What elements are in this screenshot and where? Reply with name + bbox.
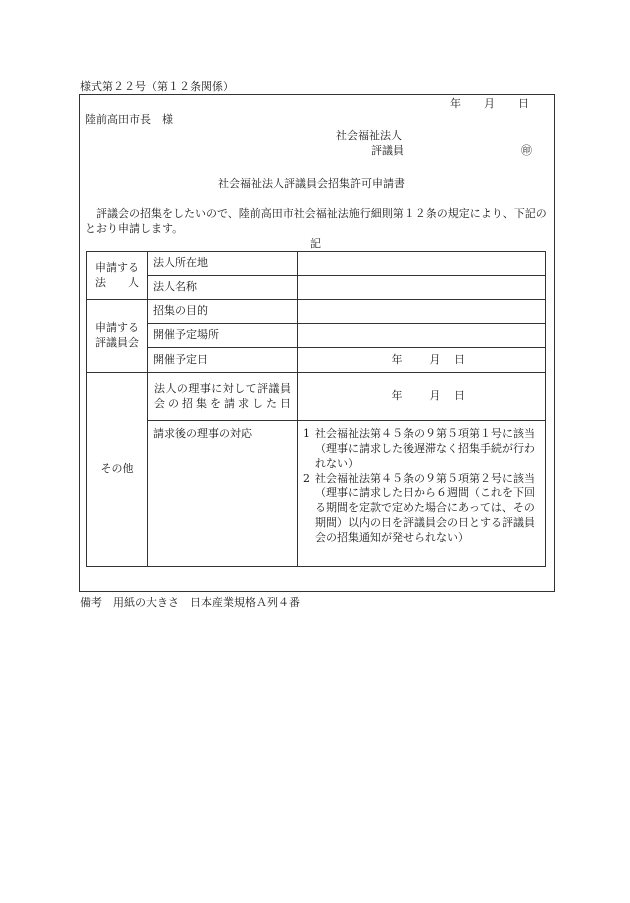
applicant-member-label: 評議員 [371,144,404,157]
table-row [87,252,546,276]
table-row [87,324,546,348]
label-venue: 開催予定場所 [148,324,298,348]
ki-heading: 記 [310,237,321,250]
form-number: 様式第２２号（第１２条関係） [80,80,234,93]
table-row [87,348,546,373]
date-month: 月 [484,97,495,110]
field-purpose [298,300,546,324]
seal-mark: ㊞ [521,144,532,157]
label-purpose: 招集の目的 [148,300,298,324]
paper-size-note: 備考 用紙の大きさ 日本産業規格Ａ列４番 [80,596,300,609]
field-corp-address [298,252,546,276]
table-row [87,300,546,324]
field-corp-name [298,276,546,300]
group-applicant-corp: 申請する 法 人 [87,252,148,300]
table-row [87,421,546,567]
group-applicant-council: 申請する 評議員会 [87,300,148,373]
group-other: その他 [87,373,148,567]
addressee: 陸前高田市長 様 [85,113,173,126]
application-table [86,251,546,567]
label-request-date: 法人の理事に対して評議員会の招集を請求した日 [148,373,298,421]
table-row [87,276,546,300]
reply-option: 1 社会福祉法第４５条の９第５項第１号に該当（理事に請求した後遅滞なく招集手続が行われない） [303,427,535,470]
field-venue [298,324,546,348]
table-row [87,373,546,421]
reply-option: 2 社会福祉法第４５条の９第５項第２号に該当（理事に請求した日から６週間（これを下回る期間を定款で定めた場合にあっては、その期間）以内の日を評議員会の日とする評議員会の招集通知が発せられない） [303,471,535,544]
field-planned-date: 年 月 日 [298,348,546,373]
application-date [450,97,529,112]
application-body: 評議会の招集をしたいので、陸前高田市社会福祉法施行細則第１２条の規定により、下記のとおり申請します。 [85,207,547,235]
field-reply-options [298,421,546,567]
label-planned-date: 開催予定日 [148,348,298,373]
label-corp-address: 法人所在地 [148,252,298,276]
reply-option-list [303,427,540,546]
applicant-corp-label: 社会福祉法人 [336,129,402,142]
document-title: 社会福祉法人評議員会招集許可申請書 [218,177,405,190]
label-reply: 請求後の理事の対応 [148,421,298,567]
label-corp-name: 法人名称 [148,276,298,300]
date-year: 年 [450,97,461,110]
field-request-date: 年 月 日 [298,373,546,421]
date-day: 日 [518,97,529,110]
